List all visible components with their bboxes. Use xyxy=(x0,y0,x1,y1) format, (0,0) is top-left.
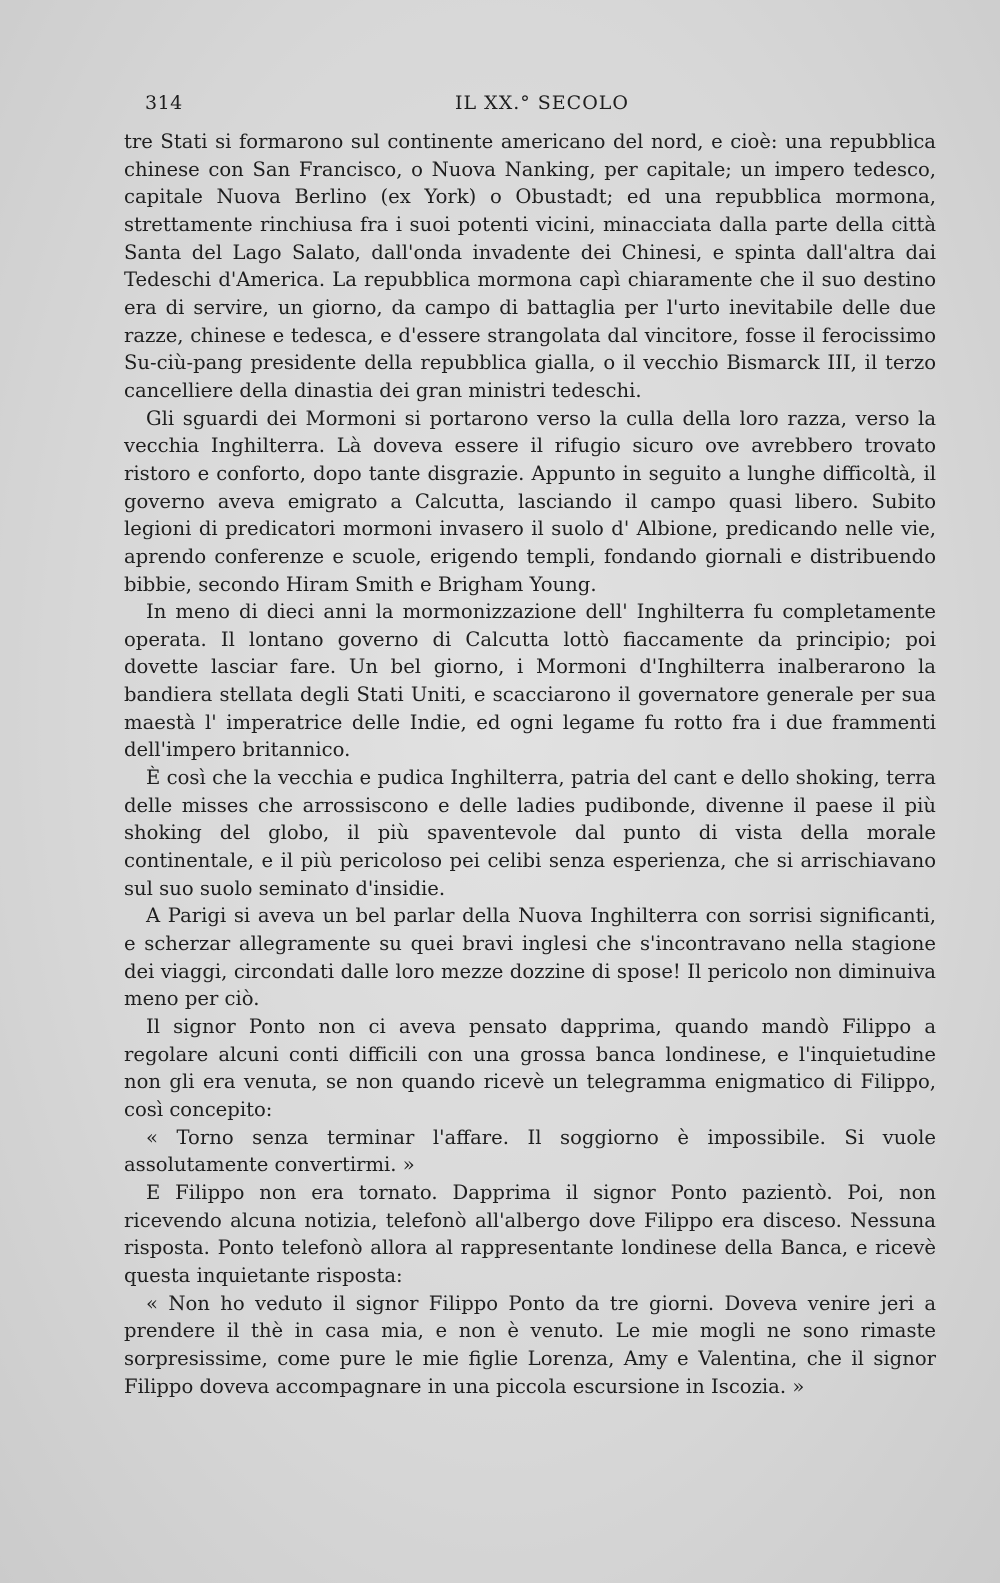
paragraph: A Parigi si aveva un bel parlar della Nuova Inghilterra con sorrisi significanti, e scherzar allegramente su quei bravi inglesi che s'incontravano nella stagione dei viaggi, circondati dalle loro mezze dozzine di spose! Il pericolo non diminuiva meno per ciò. xyxy=(124,904,936,1011)
paragraph: In meno di dieci anni la mormonizzazione dell' Inghilterra fu completamente operata. Il lontano governo di Calcutta lottò fiaccamente da principio; poi dovette lasciar fare. Un bel giorno, i Mormoni d'Inghilterra inalberarono la bandiera stellata degli Stati Uniti, e scacciarono il governatore generale per sua maestà l' imperatrice delle Indie, ed ogni legame fu rotto fra i due frammenti dell'impero britannico. xyxy=(124,600,936,762)
paragraph: « Torno senza terminar l'affare. Il soggiorno è impossibile. Si vuole assolutamente convertirmi. » xyxy=(124,1125,936,1177)
paragraph: Gli sguardi dei Mormoni si portarono verso la culla della loro razza, verso la vecchia Inghilterra. Là doveva essere il rifugio sicuro ove avrebbero trovato ristoro e conforto, dopo tante disgrazie. Appunto in seguito a lunghe difficoltà, il governo aveva emigrato a Calcutta, lasciando il campo quasi libero. Subito legioni di predicatori mormoni invasero il suolo d' Albione, predicando nelle vie, aprendo conferenze e scuole, erigendo templi, fondando giornali e distribuendo bibbie, secondo Hiram Smith e Brigham Young. xyxy=(124,406,936,596)
paragraph: E Filippo non era tornato. Dapprima il signor Ponto pazientò. Poi, non ricevendo alcuna notizia, telefonò all'albergo dove Filippo era disceso. Nessuna risposta. Ponto telefonò allora al rappresentante londinese della Banca, e ricevè questa inquietante risposta: xyxy=(124,1180,936,1287)
body-text xyxy=(124,128,936,1400)
paragraph: È così che la vecchia e pudica Inghilterra, patria del cant e dello shoking, terra delle misses che arrossiscono e delle ladies pudibonde, divenne il paese il più shoking del globo, il più spaventevole dal punto di vista della morale continentale, e il più pericoloso pei celibi senza esperienza, che si arrischiavano sul suo suolo seminato d'insidie. xyxy=(124,766,936,900)
paragraph: « Non ho veduto il signor Filippo Ponto da tre giorni. Doveva venire jeri a prendere il thè in casa mia, e non è venuto. Le mie mogli ne sono rimaste sorpresissime, come pure le mie figlie Lorenza, Amy e Valentina, che il signor Filippo doveva accompagnare in una piccola escursione in Iscozia. » xyxy=(124,1291,936,1398)
page-number: 314 xyxy=(145,92,183,114)
running-head xyxy=(145,92,935,122)
paragraph: Il signor Ponto non ci aveva pensato dapprima, quando mandò Filippo a regolare alcuni conti difficili con una grossa banca londinese, e l'inquietudine non gli era venuta, se non quando ricevè un telegramma enigmatico di Filippo, così concepito: xyxy=(124,1015,936,1121)
paragraph: tre Stati si formarono sul continente americano del nord, e cioè: una repubblica chinese con San Francisco, o Nuova Nanking, per capitale; un impero tedesco, capitale Nuova Berlino (ex York) o Obustadt; ed una repubblica mormona, strettamente rinchiusa fra i suoi potenti vicini, minacciata dalla parte della città Santa del Lago Salato, dall'onda invadente dei Chinesi, e spinta dall'altra dai Tedeschi d'America. La repubblica mormona capì chiaramente che il suo destino era di servire, un giorno, da campo di battaglia per l'urto inevitabile delle due razze, chinese e tedesca, e d'essere strangolata dal vincitore, fosse il ferocissimo Su-ciù-pang presidente della repubblica gialla, o il vecchio Bismarck III, il terzo cancelliere della dinastia dei gran ministri tedeschi. xyxy=(124,130,936,402)
running-title: IL XX.° SECOLO xyxy=(455,92,629,114)
